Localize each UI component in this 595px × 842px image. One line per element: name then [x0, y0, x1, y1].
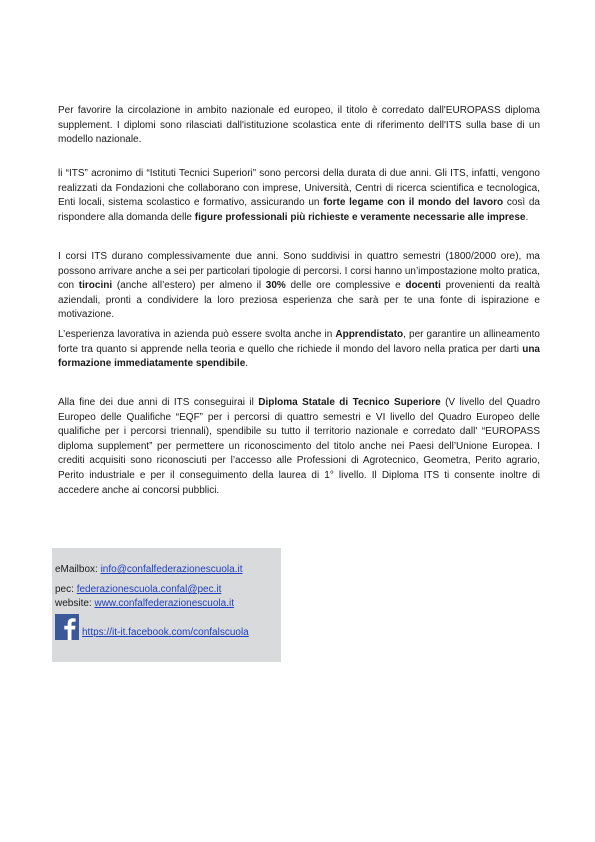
bold-text: figure professionali più richieste e veramente necessarie alle imprese: [194, 211, 526, 223]
facebook-link[interactable]: https://it-it.facebook.com/confalscuola: [82, 627, 249, 638]
paragraph-its-definition: [58, 167, 540, 225]
paragraph-text: provenienti da realtà aziendali, pronti a condividere la loro preziosa esperienza che sarà per te una fonte di ispirazione e motivazione.: [58, 280, 540, 321]
paragraph-apprenticeship: [58, 328, 540, 372]
website-label: website:: [55, 598, 95, 609]
paragraph-text: (V livello del Quadro Europeo delle Qualifiche “EQF” per i percorsi di quattro semestri e VI livello del Quadro Europeo delle qualifiche per i percorsi triennali), spendibile su tutto il territorio nazionale e corredato dall' “EUROPASS diploma supplement” per permettere un riconoscimento del titolo anche nei Paesi dell’Unione Europea. I crediti acquisiti sono riconosciuti per l’accesso alle Professioni di Agrotecnico, Geometra, Perito agrario, Perito industriale e per il conseguimento della laurea di 1° livello. Il Diploma ITS ti consente inoltre di accedere anche ai concorsi pubblici.: [58, 397, 541, 496]
paragraph-diploma: [58, 396, 540, 498]
paragraph-text: Per favorire la circolazione in ambito nazionale ed europeo, il titolo è corredato dall'EUROPASS diploma supplement. I diplomi sono rilasciati dall'istituzione scolastica ente di riferimento dell'ITS sulla base di un modello nazionale.: [58, 105, 540, 146]
paragraph-europass: [58, 104, 540, 148]
bold-text: tirocini: [78, 280, 113, 292]
paragraph-text: .: [245, 358, 249, 370]
paragraph-text: li “ITS” acronimo di “Istituti Tecnici Superiori” sono percorsi della durata di due anni. Gli ITS, infatti, vengono realizzati da Fondazioni che collaborano con imprese, Università, Centri di ricerca scientifica e tecnologica, Enti locali, sistema scolastico e formativo, assicurando un: [58, 168, 540, 209]
contact-box: [52, 548, 281, 662]
bold-text: forte legame con il mondo del lavoro: [323, 197, 504, 209]
email-line: [55, 563, 242, 577]
pec-line: [55, 583, 221, 597]
paragraph-course-duration: [58, 250, 540, 323]
bold-text: Diploma Statale di Tecnico Superiore: [258, 397, 441, 408]
pec-link[interactable]: federazionescuola.confal@pec.it: [76, 584, 222, 595]
facebook-icon[interactable]: [55, 614, 79, 640]
paragraph-text: (anche all’estero) per almeno il: [112, 280, 266, 292]
paragraph-text: Alla fine dei due anni di ITS conseguirai il: [58, 397, 259, 408]
bold-text: 30%: [265, 280, 286, 292]
bold-text: docenti: [405, 280, 441, 292]
email-link[interactable]: info@confalfederazionescuola.it: [100, 564, 243, 575]
paragraph-text: I corsi ITS durano complessivamente due anni. Sono suddivisi in quattro semestri (1800/2000 ore), ma possono arrivare anche a sei per particolari tipologie di percorsi. I corsi hanno un’impostazione molto pratica, con: [58, 251, 540, 292]
bold-text: Apprendistato: [335, 329, 404, 340]
paragraph-text: delle ore complessive e: [285, 280, 406, 292]
paragraph-text: così da rispondere alla domanda delle: [58, 197, 540, 223]
paragraph-text: L’esperienza lavorativa in azienda può essere svolta anche in: [58, 329, 336, 340]
bold-text: una formazione immediatamente spendibile: [58, 343, 540, 370]
website-line: [55, 597, 234, 611]
paragraph-text: , per garantire un allineamento forte tra quanto si apprende nella teoria e quello che richiede il mondo del lavoro nella pratica per darti: [58, 329, 540, 355]
paragraph-text: .: [525, 211, 529, 223]
website-link[interactable]: www.confalfederazionescuola.it: [94, 598, 234, 609]
email-label: eMailbox:: [55, 564, 101, 575]
pec-label: pec:: [55, 584, 77, 595]
